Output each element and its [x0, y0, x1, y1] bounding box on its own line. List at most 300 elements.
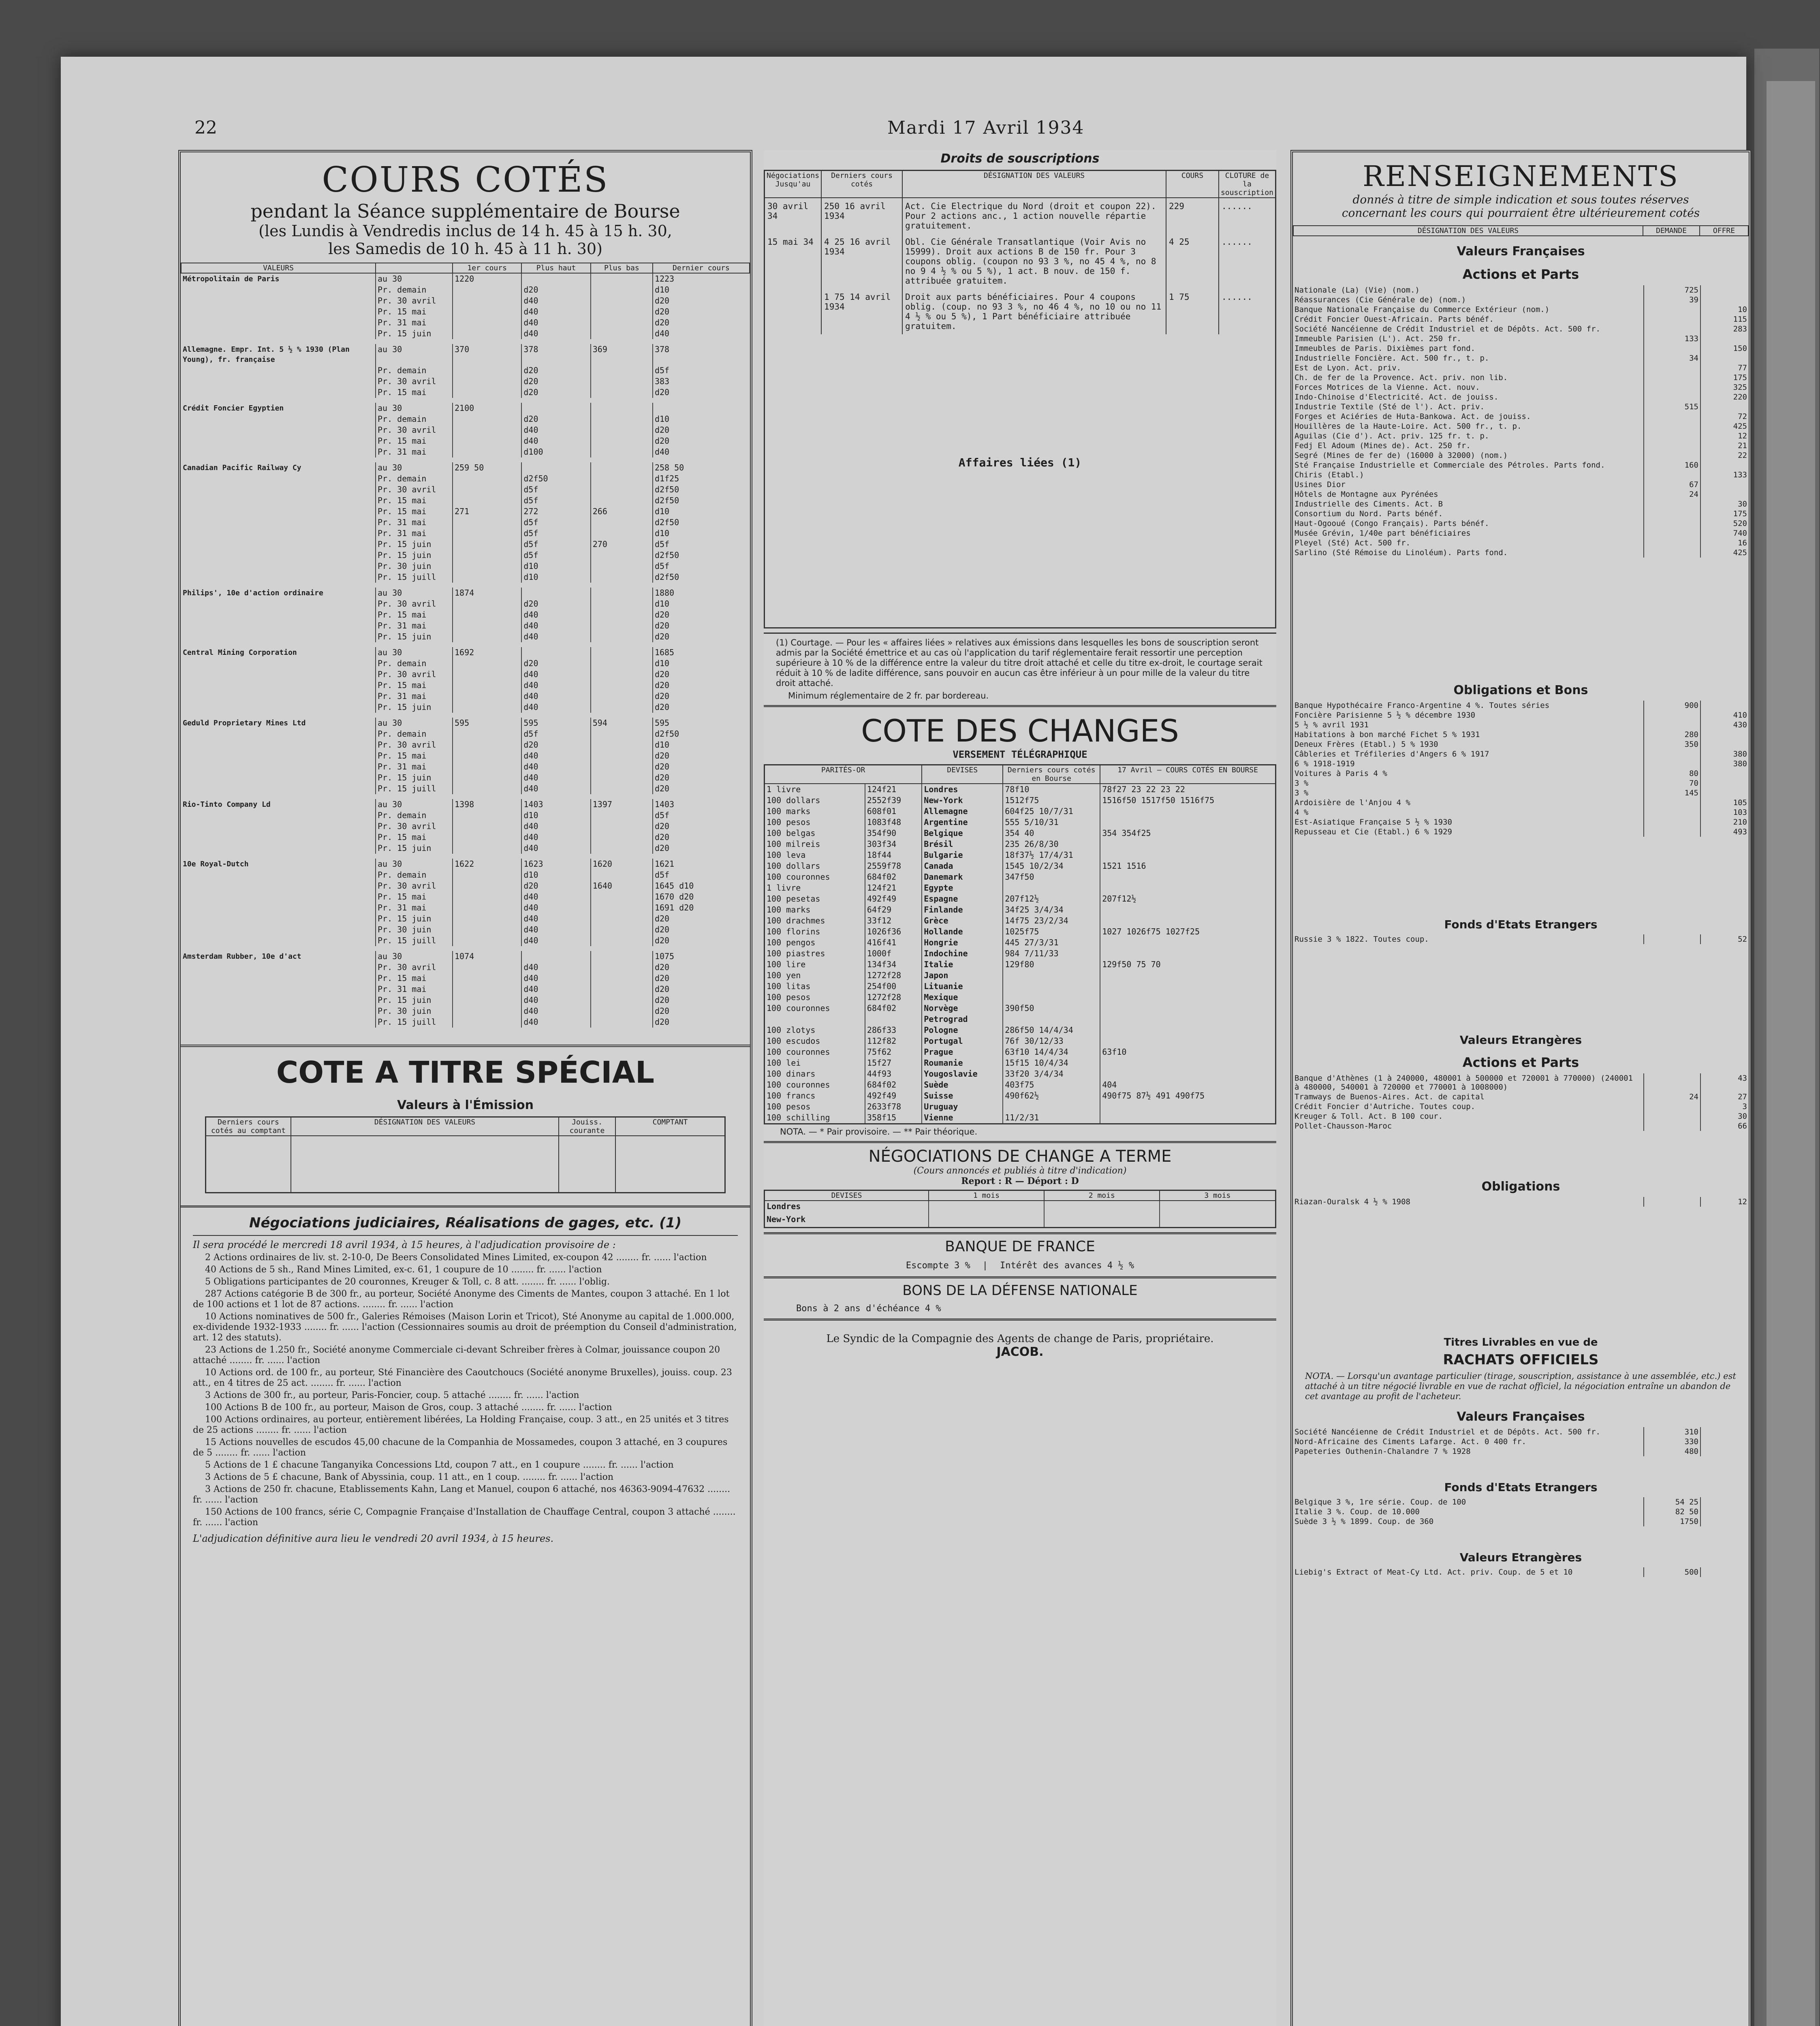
cours-cell: Pr. 15 mai	[376, 506, 453, 517]
rens-row	[1293, 1567, 1749, 1577]
cours-cell	[453, 517, 521, 528]
cours-cell: d40	[521, 620, 590, 631]
rens-designation: Nord-Africaine des Ciments Lafarge. Act. 0 400 fr.	[1295, 1437, 1526, 1446]
rens-designation: Banque d'Athènes (1 à 240000, 480001 à 500000 et 720001 à 770000) (240001 à 480000, 540001 à 720000 et 770001 à 1008000)	[1295, 1074, 1633, 1092]
cours-cell: d20	[653, 843, 750, 854]
cours-cell: d10	[653, 506, 750, 517]
changes-cell: 75f62	[865, 1047, 922, 1058]
changes-cell: 100 couronnes	[765, 1079, 865, 1090]
rens-offre	[1700, 1447, 1749, 1456]
rens-demande	[1644, 1121, 1700, 1131]
cours-cell: d40	[521, 702, 590, 713]
rens-demande	[1644, 363, 1700, 373]
cours-cell: 378	[653, 344, 750, 365]
rens-offre: 21	[1700, 441, 1749, 451]
changes-cell: 445 27/3/31	[1003, 937, 1100, 948]
changes-cell	[1100, 850, 1275, 861]
changes-cell: Japon	[922, 970, 1003, 981]
cours-cell: 1403	[521, 799, 590, 810]
rens-demande: 54 25	[1644, 1497, 1700, 1507]
rens-offre: 30	[1700, 499, 1749, 509]
rens-gap	[1293, 837, 1749, 910]
rens-row	[1293, 285, 1749, 295]
column-droits-changes: Droits de souscriptions Négociations Jusqu'au Derniers cours cotés DÉSIGNATION DES VALEURS COURS CLOTURE de la souscription 30 avril 34 250 16 avril 1934 Act. Cie Electrique du Nord (droit et coupon 22). Pour 2 actions anc., 1 action nouvelle répartie gratuitement. 229 ...... 15 mai 34 4 25 16 avril 1934 Obl. Cie Générale Transatlantique (Voir Avis no 15999). Droit aux actions B de 150 fr. Pour 3 coupons oblig. (coupon no 93 3 %, no 45 4 %, no 8 no 9 4 ½ % ou 5 %), 1 act. B nouv. de 150 f. attribuée gratuitem. 4 25 ...... 1 75 14 avril 1934 Droit aux parts bénéficiaires. Pour 4 coupons oblig. (coup. no 93 3 %, no 46 4 %, no 10 ou no 11 4 ½ % ou 5 %), 1 Part bénéficiaire attribuée gratuitem. 1 75 ...... Affaires liées (1) (1) Courtage. — Pour les « affaires liées » relatives aux émissions dans lesquelles les bons de souscription seront admis par la Société émettrice et au cas où l'application du tarif réglementaire ferait ressortir une perception supérieure à 10 % de la différence entre la valeur du titre droit attaché et celle du titre ex-droit, le courtage serait réduit à 10 % de ladite différence, sans pouvoir en aucun cas être inférieur à un pour mille de la valeur du titre droit attaché. Minimum réglementaire de 2 fr. par bordereau. COTE DES CHANGES VERSEMENT TÉLÉGRAPHIQUE PARITÉS-OR DEVISES Derniers cours cotés en Bourse 17 Avril — COURS COTÉS EN BOURSE 1 livre 124f21 Londres 78f10 78f27 23 22 23 22 100 dollars 2552f39 New-York 1512f75 1516f50 1517f50 1516f75 100 marks 608f01 Allemagne 604f25 10/7/31 100 pesos 1083f48 Argentine 555 5/10/31 100 belgas 354f90 Belgique 354 40 354 354f25 100 milreis 303f34 Brésil 235 26/8/30 100 leva 18f44 Bulgarie 18f37½ 17/4/31 100 dollars 2559f78 Canada 1545 10/2/34 1521 1516 100 couronnes 684f02 Danemark 347f50 1 livre 124f21 Egypte 100 pesetas 492f49 Espagne 207f12½ 207f12½ 100 marks 64f29 Finlande 34f25 3/4/34 100 drachmes 33f12 Grèce 14f75 23/2/34 100 florins 1026f36 Hollande 1025f75 1027 1026f75 1027f25 100 pengos 416f41 Hongrie 445 27/3/31 100 piastres 1000f Indochine 984 7/11/33 100 lire 134f34 Italie 129f80 129f50 75 70 100 yen 1272f28 Japon 100 litas 254f00 Lituanie 100 pesos 1272f28 Mexique 100 couronnes 684f02 Norvège 390f50 Petrograd 100 zlotys 286f33 Pologne 286f50 14/4/34 100 escudos 112f82 Portugal 76f 30/12/33 100 couronnes 75f62 Prague 63f10 14/4/34 63f10 100 lei 15f27 Roumanie 15f15 10/4/34 100 dinars 44f93 Yougoslavie 33f20 3/4/34 100 couronnes 684f02 Suède 403f75 404 100 francs 492f49 Suisse 490f62½ 490f75 87½ 491 490f75 100 pesos 2633f78 Uruguay 100 schilling 358f15 Vienne 11/2/31 NOTA. — * Pair provisoire. — ** Pair théorique. NÉGOCIATIONS DE CHANGE A TERME (Cours annoncés et publiés à titre d'indication) Report : R — Déport : D DEVISES 1 mois 2 mois 3 mois Londres New-York BANQUE DE FRANCE Escompte 3 % | Intérêt des avances 4 ½ % BONS DE LA DÉFENSE NATIONALE Bons à 2 ans d'échéance 4 % Le Syndic de la Compagnie des Agents de change de Paris, propriétaire. JACOB.	[764, 150, 1276, 2026]
cours-cell: d5f	[521, 528, 590, 539]
cours-cell	[591, 772, 653, 783]
cours-row	[181, 995, 750, 1006]
rens-row	[1293, 788, 1749, 798]
terme-devise: New-York	[767, 1214, 806, 1224]
cours-cell	[591, 658, 653, 669]
cours-cell: 1074	[453, 951, 521, 962]
valeur-cell	[181, 447, 376, 457]
changes-cell: 354 40	[1003, 828, 1100, 839]
valeur-cell	[181, 1006, 376, 1017]
cours-row	[181, 680, 750, 691]
rens-demande: 82 50	[1644, 1507, 1700, 1517]
cours-cell: d20	[653, 984, 750, 995]
cours-row	[181, 750, 750, 761]
valeur-cell	[181, 891, 376, 902]
cours-cell: 2100	[453, 403, 521, 414]
changes-row	[765, 959, 1276, 970]
rens-demande	[1644, 421, 1700, 431]
rens-offre: 430	[1700, 720, 1749, 730]
cours-row	[181, 962, 750, 973]
changes-cell: 490f62½	[1003, 1090, 1100, 1101]
cours-cell: Pr. 31 mai	[376, 620, 453, 631]
cours-cell: Pr. 31 mai	[376, 984, 453, 995]
rens-designation: Réassurances (Cie Générale de) (nom.)	[1295, 295, 1466, 304]
cours-cell	[453, 447, 521, 457]
rens-offre: 520	[1700, 519, 1749, 528]
rens-offre: 115	[1700, 314, 1749, 324]
cours-cell: 271	[453, 506, 521, 517]
cours-cell: d20	[521, 414, 590, 425]
rens-row	[1293, 519, 1749, 528]
cours-cell: d1f25	[653, 473, 750, 484]
cours-row	[181, 647, 750, 658]
rens-row	[1293, 353, 1749, 363]
changes-cell	[1003, 992, 1100, 1003]
changes-cell: 76f 30/12/33	[1003, 1036, 1100, 1047]
cours-cell: d40	[653, 447, 750, 457]
changes-cell: Allemagne	[922, 806, 1003, 817]
column-renseignements	[1290, 150, 1751, 2026]
cours-cell	[453, 572, 521, 583]
cours-cell: Pr. 15 mai	[376, 609, 453, 620]
changes-cell: 2559f78	[865, 861, 922, 872]
rens-tl-fe-table	[1293, 1497, 1749, 1526]
droits-last: 4 25 16 avril 1934	[821, 234, 902, 289]
cours-cell: Pr. 31 mai	[376, 528, 453, 539]
valeur-cell	[181, 425, 376, 436]
valeur-cell	[181, 973, 376, 984]
cours-cell	[591, 403, 653, 414]
rens-obligations-table	[1293, 701, 1749, 837]
rens-designation: Hôtels de Montagne aux Pyrénées	[1295, 490, 1438, 499]
changes-cell: Espagne	[922, 893, 1003, 904]
cours-cell	[591, 317, 653, 328]
changes-cell: 34f25 3/4/34	[1003, 904, 1100, 915]
rens-offre: 493	[1700, 827, 1749, 837]
cours-cell: d2f50	[653, 495, 750, 506]
cours-row	[181, 924, 750, 935]
rens-offre	[1700, 730, 1749, 739]
cours-cell: d20	[653, 631, 750, 642]
changes-cell: 100 pesos	[765, 992, 865, 1003]
rens-row	[1293, 1121, 1749, 1131]
cours-cotes-table	[181, 263, 750, 1032]
cours-cell: d20	[521, 880, 590, 891]
cours-cell	[453, 832, 521, 843]
cours-cell: d2f50	[653, 550, 750, 561]
cours-cell: d20	[653, 425, 750, 436]
cours-cell: d5f	[521, 484, 590, 495]
header-plus-haut: Plus haut	[521, 263, 590, 273]
cours-cell: au 30	[376, 718, 453, 729]
changes-row	[765, 893, 1276, 904]
cours-cell: d20	[521, 739, 590, 750]
cours-cell	[591, 984, 653, 995]
changes-cell: 1512f75	[1003, 795, 1100, 806]
rens-demande	[1644, 798, 1700, 808]
changes-cell: 78f10	[1003, 784, 1100, 795]
cours-cell	[453, 924, 521, 935]
spacer-cell	[181, 642, 376, 647]
cours-cell	[591, 821, 653, 832]
valeur-cell	[181, 609, 376, 620]
changes-cell: Londres	[922, 784, 1003, 795]
changes-row	[765, 1014, 1276, 1025]
cours-cell: d40	[521, 772, 590, 783]
rens-designation: Ardoisière de l'Anjou 4 %	[1295, 798, 1410, 807]
changes-cell: 78f27 23 22 23 22	[1100, 784, 1275, 795]
valeur-cell	[181, 658, 376, 669]
rens-offre: 740	[1700, 528, 1749, 538]
changes-cell	[1100, 839, 1275, 850]
cours-cell: d5f	[521, 729, 590, 739]
cours-cell: d10	[653, 598, 750, 609]
changes-header-devises: DEVISES	[922, 765, 1003, 784]
rens-demande: 350	[1644, 739, 1700, 749]
cours-cell	[591, 376, 653, 387]
rens-fonds-table	[1293, 934, 1749, 944]
cours-row	[181, 328, 750, 339]
terme-row	[765, 1214, 1276, 1228]
changes-cell: 492f49	[865, 893, 922, 904]
cours-row	[181, 539, 750, 550]
cours-cell: Pr. 31 mai	[376, 317, 453, 328]
rens-demande: 145	[1644, 788, 1700, 798]
header-echeance	[376, 263, 453, 273]
cours-row	[181, 973, 750, 984]
rens-designation: Industrielle des Ciments. Act. B	[1295, 500, 1443, 509]
rens-row	[1293, 548, 1749, 558]
cours-cell: au 30	[376, 951, 453, 962]
cours-cell: Pr. 31 mai	[376, 517, 453, 528]
cours-cell: Pr. 15 juin	[376, 913, 453, 924]
valeur-cell	[181, 517, 376, 528]
rens-row	[1293, 759, 1749, 769]
cours-cell: Pr. 15 mai	[376, 832, 453, 843]
rens-offre	[1700, 1497, 1749, 1507]
rens-row	[1293, 817, 1749, 827]
cours-cell: 370	[453, 344, 521, 365]
rens-designation: Sté Française Industrielle et Commerciale des Pétroles. Parts fond.	[1295, 461, 1605, 470]
renseignements-sub1: donnés à titre de simple indication et sous toutes réserves	[1352, 193, 1689, 206]
cours-cell: au 30	[376, 647, 453, 658]
rens-row	[1293, 769, 1749, 778]
valeur-name: Geduld Proprietary Mines Ltd	[183, 719, 306, 727]
valeur-name: Crédit Foncier Egyptien	[183, 404, 284, 412]
rens-designation: Indo-Chinoise d'Electricité. Act. de jouiss.	[1295, 393, 1499, 402]
rens-designation: Est de Lyon. Act. priv.	[1295, 363, 1401, 372]
cours-cell	[453, 425, 521, 436]
changes-cell: New-York	[922, 795, 1003, 806]
rens-header-offre: OFFRE	[1700, 226, 1748, 236]
cours-cell: Pr. demain	[376, 870, 453, 880]
valeur-cell	[181, 328, 376, 339]
rens-designation: Est-Asiatique Française 5 ½ % 1930	[1295, 818, 1452, 827]
cours-cell	[591, 484, 653, 495]
changes-row	[765, 992, 1276, 1003]
rens-designation: Banque Hypothécaire Franco-Argentine 4 %. Toutes séries	[1295, 701, 1550, 710]
rens-demande: 34	[1644, 353, 1700, 363]
changes-cell: Danemark	[922, 872, 1003, 883]
valeur-cell	[181, 669, 376, 680]
rens-offre	[1700, 769, 1749, 778]
rens-demande: 133	[1644, 334, 1700, 344]
rens-offre: 220	[1700, 392, 1749, 402]
changes-cell: 100 lire	[765, 959, 865, 970]
cours-cotes-subtitle3: les Samedis de 10 h. 45 à 11 h. 30)	[328, 240, 602, 258]
changes-cell: 1083f48	[865, 817, 922, 828]
cours-cell: d20	[653, 295, 750, 306]
cours-cell	[453, 609, 521, 620]
changes-cell: 1272f28	[865, 970, 922, 981]
cours-cell: d40	[521, 962, 590, 973]
rens-offre	[1700, 460, 1749, 470]
valeur-cell	[181, 832, 376, 843]
changes-cell: 100 marks	[765, 806, 865, 817]
changes-cell: Uruguay	[922, 1101, 1003, 1112]
rens-offre	[1700, 295, 1749, 305]
group-spacer	[181, 398, 750, 403]
cours-cell: d20	[521, 376, 590, 387]
valeur-cell	[181, 702, 376, 713]
terme-table	[764, 1190, 1276, 1228]
cours-cell: Pr. 15 juin	[376, 702, 453, 713]
cours-cell: d10	[653, 414, 750, 425]
cours-cell	[591, 680, 653, 691]
rens-row	[1293, 441, 1749, 451]
changes-cell: 44f93	[865, 1069, 922, 1079]
cours-cell: d40	[521, 902, 590, 913]
changes-cell: 1026f36	[865, 926, 922, 937]
rens-demande	[1644, 749, 1700, 759]
rens-designation: 4 %	[1295, 808, 1309, 817]
cours-cell: d10	[521, 810, 590, 821]
cours-cell: d20	[653, 1006, 750, 1017]
changes-cell: Hollande	[922, 926, 1003, 937]
rens-row	[1293, 489, 1749, 499]
rens-demande	[1644, 451, 1700, 460]
changes-row	[765, 1003, 1276, 1014]
rens-offre: 52	[1700, 934, 1749, 944]
cours-cell	[521, 647, 590, 658]
terme-title: NÉGOCIATIONS DE CHANGE A TERME	[868, 1147, 1172, 1166]
cours-cell: d20	[653, 761, 750, 772]
changes-cell: 303f34	[865, 839, 922, 850]
cours-cell: Pr. 15 juin	[376, 843, 453, 854]
changes-row	[765, 861, 1276, 872]
rens-section-title: Actions et Parts	[1462, 1055, 1579, 1070]
cours-row	[181, 631, 750, 642]
cours-cell	[453, 669, 521, 680]
droits-header-cours: COURS	[1166, 171, 1219, 198]
cours-cell: d40	[521, 821, 590, 832]
header-premier-cours: 1er cours	[453, 263, 521, 273]
cours-row	[181, 365, 750, 376]
changes-cell: 11/2/31	[1003, 1112, 1100, 1124]
negociation-item: 100 Actions ordinaires, au porteur, entièrement libérées, La Holding Française, coup. 3 att., en 25 unités et 3 titres de 25 actions ........ fr. ...... l'action	[193, 1414, 729, 1435]
cours-cell: 1621	[653, 859, 750, 870]
cours-cell: d20	[653, 317, 750, 328]
rens-offre: 12	[1700, 431, 1749, 441]
changes-cell	[765, 1014, 865, 1025]
cours-cell: d20	[653, 702, 750, 713]
cours-row	[181, 772, 750, 783]
valeur-cell	[181, 783, 376, 794]
cours-cell	[453, 843, 521, 854]
changes-row	[765, 904, 1276, 915]
rens-offre	[1700, 1517, 1749, 1526]
cours-cell: Pr. 31 mai	[376, 447, 453, 457]
cours-cell: d20	[653, 935, 750, 946]
changes-cell: Grèce	[922, 915, 1003, 926]
changes-cell	[1100, 970, 1275, 981]
rens-designation: Consortium du Nord. Parts bénéf.	[1295, 509, 1443, 518]
cours-cell	[453, 995, 521, 1006]
spacer-cell	[181, 583, 376, 588]
rens-offre: 22	[1700, 451, 1749, 460]
cours-cell: d20	[653, 913, 750, 924]
cours-cell: d20	[653, 620, 750, 631]
rens-row	[1293, 934, 1749, 944]
rens-row	[1293, 314, 1749, 324]
changes-cell	[1003, 1014, 1100, 1025]
valeur-cell	[181, 924, 376, 935]
spacer-cell	[181, 713, 376, 718]
cours-row	[181, 317, 750, 328]
rens-offre	[1700, 1427, 1749, 1437]
negociations-title: Négociations judiciaires, Réalisations de gages, etc. (1)	[249, 1214, 681, 1231]
rens-offre: 10	[1700, 305, 1749, 314]
rens-offre	[1700, 1437, 1749, 1447]
rens-designation: Société Nancéienne de Crédit Industriel et de Dépôts. Act. 500 fr.	[1295, 325, 1600, 333]
group-spacer	[181, 583, 750, 588]
cours-cell: Pr. demain	[376, 284, 453, 295]
cours-row	[181, 984, 750, 995]
rens-demande	[1644, 1197, 1700, 1207]
negociation-item: 40 Actions de 5 sh., Rand Mines Limited, ex-c. 61, 1 coupure de 10 ........ fr. ...... l'action	[205, 1264, 602, 1275]
cours-cell: d20	[653, 609, 750, 620]
rens-designation: Suède 3 ½ % 1899. Coup. de 360	[1295, 1517, 1434, 1526]
changes-row	[765, 1101, 1276, 1112]
cours-row	[181, 609, 750, 620]
changes-header-cours: 17 Avril — COURS COTÉS EN BOURSE	[1100, 765, 1275, 784]
rens-offre: 283	[1700, 324, 1749, 334]
cours-cell: d40	[521, 891, 590, 902]
rens-demande: 70	[1644, 778, 1700, 788]
droits-header-designation: DÉSIGNATION DES VALEURS	[902, 171, 1166, 198]
special-table	[205, 1116, 726, 1193]
group-spacer	[181, 713, 750, 718]
rens-demande	[1644, 528, 1700, 538]
rens-section-title: Fonds d'Etats Etrangers	[1444, 1481, 1598, 1494]
changes-header-derniers: Derniers cours cotés en Bourse	[1003, 765, 1100, 784]
rens-demande	[1644, 519, 1700, 528]
rens-row	[1293, 1073, 1749, 1092]
changes-cell: 100 francs	[765, 1090, 865, 1101]
rens-demande	[1644, 808, 1700, 817]
rens-designation: Banque Nationale Française du Commerce Extérieur (nom.)	[1295, 305, 1550, 314]
cours-cell	[591, 702, 653, 713]
cours-row	[181, 387, 750, 398]
changes-cell	[1100, 1101, 1275, 1112]
cours-row	[181, 729, 750, 739]
rens-row	[1293, 344, 1749, 353]
rens-designation: Forges et Aciéries de Huta-Bankowa. Act. de jouiss.	[1295, 412, 1531, 421]
cours-row	[181, 284, 750, 295]
cours-cell: au 30	[376, 859, 453, 870]
cours-cell: 595	[453, 718, 521, 729]
special-header-designation: DÉSIGNATION DES VALEURS	[291, 1117, 559, 1136]
changes-row	[765, 839, 1276, 850]
changes-cell: 129f50 75 70	[1100, 959, 1275, 970]
cours-row	[181, 832, 750, 843]
cours-cell: d2f50	[653, 517, 750, 528]
banque-avances: Intérêt des avances 4 ½ %	[1000, 1261, 1134, 1271]
cours-cell: d40	[521, 425, 590, 436]
cours-cell	[453, 284, 521, 295]
cours-cell	[453, 821, 521, 832]
rens-demande: 330	[1644, 1437, 1700, 1447]
cours-cell: Pr. 15 mai	[376, 495, 453, 506]
rens-gap	[1293, 1131, 1749, 1171]
cours-cell: 1880	[653, 588, 750, 598]
group-spacer	[181, 339, 750, 344]
changes-cell	[1100, 1058, 1275, 1069]
cours-cell: d10	[521, 572, 590, 583]
cours-row	[181, 484, 750, 495]
cours-cell	[453, 772, 521, 783]
rens-designation: Usines Dior	[1295, 480, 1346, 489]
changes-row	[765, 817, 1276, 828]
valeur-cell	[181, 561, 376, 572]
changes-cell: 2552f39	[865, 795, 922, 806]
cours-cell	[453, 295, 521, 306]
rens-offre: 16	[1700, 538, 1749, 548]
cours-cell	[591, 572, 653, 583]
header-plus-bas: Plus bas	[591, 263, 653, 273]
terme-cell	[1160, 1201, 1276, 1214]
valeur-cell	[181, 870, 376, 880]
changes-cell: 2633f78	[865, 1101, 922, 1112]
rens-designation: Immeubles de Paris. Dixièmes part fond.	[1295, 344, 1476, 353]
cours-cell	[521, 403, 590, 414]
